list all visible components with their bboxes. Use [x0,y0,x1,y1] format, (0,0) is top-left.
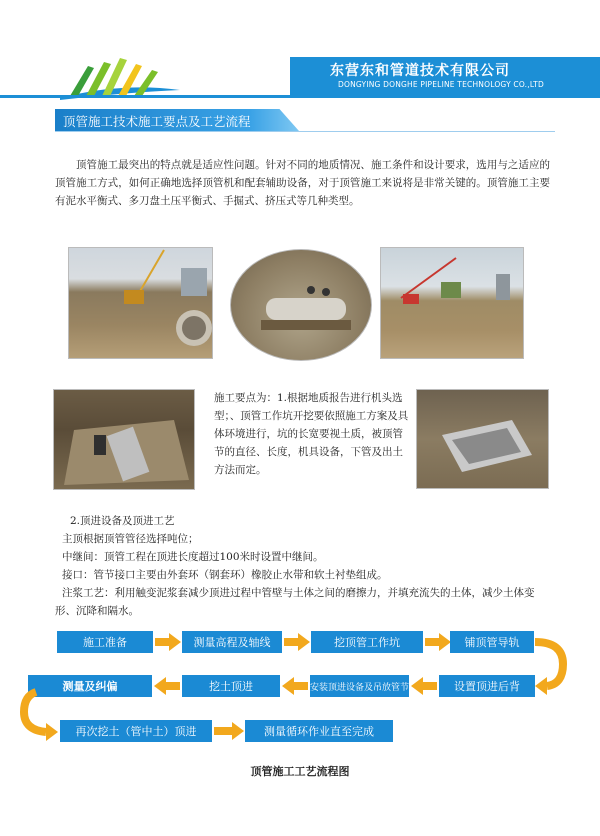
flow-step-backstop: 设置顶进后背 [439,675,535,697]
site-photo-jacking-machine [53,389,195,490]
flow-step-dig-pit: 挖顶管工作坑 [311,631,423,653]
company-name-en: DONGYING DONGHE PIPELINE TECHNOLOGY CO.,LTD [338,80,544,89]
flow-arrow-left-icon [282,677,308,695]
flow-step-re-excavate: 再次挖土（管中土）顶进 [60,720,212,742]
flow-step-measure-correct: 测量及纠偏 [28,675,152,697]
section-underline [55,131,555,132]
site-photo-excavation [380,247,524,359]
flow-arrow-right-icon [284,633,310,651]
section-title: 顶管施工技术施工要点及工艺流程 [63,114,251,129]
company-name-cn: 东营东和管道技术有限公司 [330,63,510,79]
flow-arrow-left-icon [154,677,180,695]
flow-step-install: 安装顶进设备及吊放管节 [310,675,409,697]
header-divider [0,95,600,98]
part2-line3: 接口：管节接口主要由外套环（钢套环）橡胶止水带和软土衬垫组成。 [62,569,388,581]
part2-heading: 2.顶进设备及顶进工艺 [70,515,175,527]
flow-uturn-left-icon [20,688,60,744]
flow-step-prepare: 施工准备 [57,631,153,653]
flow-arrow-right-icon [425,633,451,651]
construction-points-text: 施工要点为：1.根据地质报告进行机头选型；、顶管工作坑开挖要依照施工方案及具体环境进行，坑的长宽要视土质，被顶管节的直径、长度，机具设备，下管及出土方法而定。 [214,392,409,476]
intro-paragraph: 顶管施工最突出的特点就是适应性问题。针对不同的地质情况、施工条件和设计要求，选用与之适应的顶管施工方式，如何正确地选择顶管机和配套辅助设备，对于顶管施工来说将是非常关键的。顶管施工主要有泥水平衡式、多刀盘土压平衡式、手掘式、挤压式等几种类型。 [55,159,550,207]
part2-line1: 主顶根据顶管管径选择吨位； [62,533,199,545]
flow-step-rail: 铺顶管导轨 [450,631,534,653]
flow-step-excavate-jack: 挖土顶进 [182,675,280,697]
flow-arrow-right-icon [155,633,181,651]
part2-line2: 中继间：顶管工程在顶进长度超过100米时设置中继间。 [62,551,324,563]
flow-step-survey: 测量高程及轴线 [182,631,282,653]
flow-arrow-right-icon [214,722,244,740]
flow-step-repeat: 测量循环作业直至完成 [245,720,393,742]
flow-uturn-right-icon [533,636,569,696]
site-photo-crane [68,247,213,359]
site-photo-work-pit [416,389,549,489]
flow-arrow-left-icon [411,677,437,695]
part2-line4: 注浆工艺：利用触变泥浆套减少顶进过程中管壁与土体之间的磨擦力，并填充流失的土体，减少土体变形、沉降和隔水。 [55,587,535,617]
company-logo [60,52,290,100]
site-photo-pipe-pit [230,249,372,361]
flowchart-caption: 顶管施工工艺流程图 [250,765,350,778]
